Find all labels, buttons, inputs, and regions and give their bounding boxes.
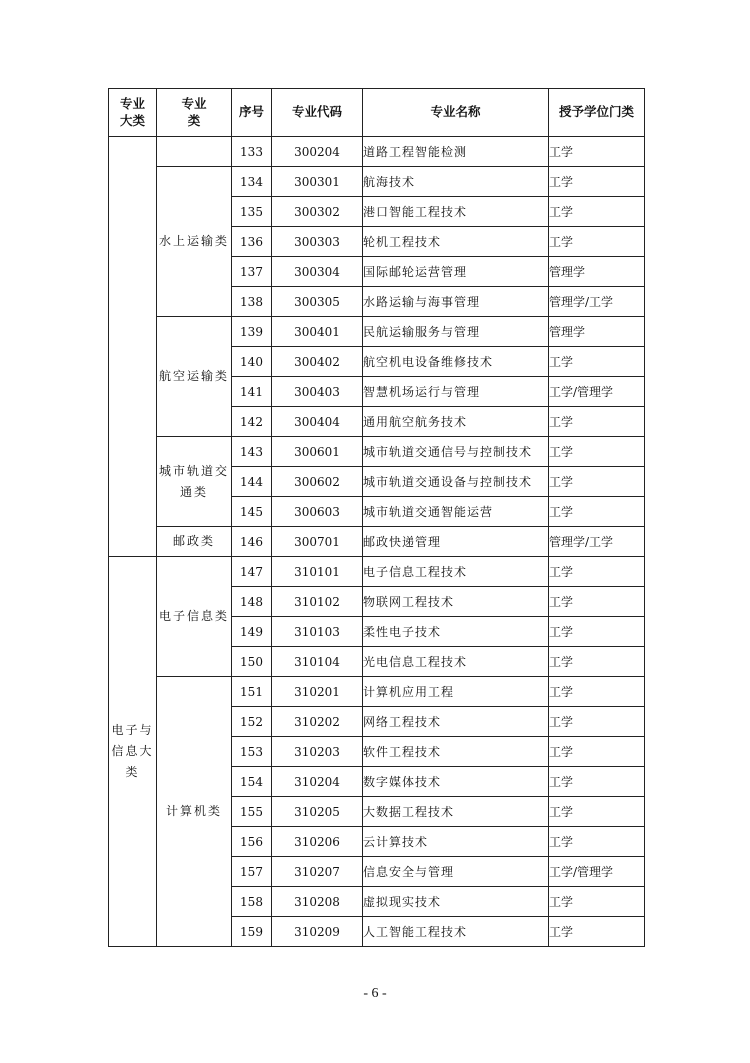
degree-cell: 管理学/工学	[549, 287, 645, 317]
seq-cell: 139	[232, 317, 272, 347]
code-cell: 300305	[272, 287, 363, 317]
code-cell: 310203	[272, 737, 363, 767]
seq-cell: 156	[232, 827, 272, 857]
code-cell: 300603	[272, 497, 363, 527]
code-cell: 310103	[272, 617, 363, 647]
code-cell: 310204	[272, 767, 363, 797]
seq-cell: 137	[232, 257, 272, 287]
code-cell: 300602	[272, 467, 363, 497]
seq-cell: 148	[232, 587, 272, 617]
name-cell: 光电信息工程技术	[363, 647, 549, 677]
seq-cell: 133	[232, 137, 272, 167]
seq-cell: 138	[232, 287, 272, 317]
name-cell: 城市轨道交通设备与控制技术	[363, 467, 549, 497]
seq-cell: 150	[232, 647, 272, 677]
degree-cell: 工学	[549, 617, 645, 647]
seq-cell: 144	[232, 467, 272, 497]
seq-cell: 154	[232, 767, 272, 797]
name-cell: 计算机应用工程	[363, 677, 549, 707]
seq-cell: 141	[232, 377, 272, 407]
name-cell: 数字媒体技术	[363, 767, 549, 797]
degree-cell: 工学	[549, 497, 645, 527]
seq-cell: 151	[232, 677, 272, 707]
code-cell: 300402	[272, 347, 363, 377]
category-cell: 航空运输类	[157, 317, 232, 437]
degree-cell: 工学/管理学	[549, 377, 645, 407]
name-cell: 城市轨道交通智能运营	[363, 497, 549, 527]
name-cell: 柔性电子技术	[363, 617, 549, 647]
seq-cell: 134	[232, 167, 272, 197]
code-cell: 310209	[272, 917, 363, 947]
code-cell: 310101	[272, 557, 363, 587]
degree-cell: 工学	[549, 197, 645, 227]
table-row	[109, 167, 645, 197]
degree-cell: 工学	[549, 917, 645, 947]
name-cell: 信息安全与管理	[363, 857, 549, 887]
table-body	[109, 137, 645, 947]
header-degree: 授予学位门类	[549, 89, 645, 137]
seq-cell: 152	[232, 707, 272, 737]
degree-cell: 工学	[549, 137, 645, 167]
code-cell: 300204	[272, 137, 363, 167]
code-cell: 310102	[272, 587, 363, 617]
name-cell: 虚拟现实技术	[363, 887, 549, 917]
category-cell: 城市轨道交 通类	[157, 437, 232, 527]
category-cell: 邮政类	[157, 527, 232, 557]
header-row	[109, 89, 645, 137]
code-cell: 310208	[272, 887, 363, 917]
name-cell: 邮政快递管理	[363, 527, 549, 557]
code-cell: 300302	[272, 197, 363, 227]
code-cell: 310202	[272, 707, 363, 737]
degree-cell: 工学	[549, 227, 645, 257]
name-cell: 水路运输与海事管理	[363, 287, 549, 317]
code-cell: 310205	[272, 797, 363, 827]
name-cell: 航空机电设备维修技术	[363, 347, 549, 377]
name-cell: 道路工程智能检测	[363, 137, 549, 167]
name-cell: 大数据工程技术	[363, 797, 549, 827]
code-cell: 300403	[272, 377, 363, 407]
category-cell: 水上运输类	[157, 167, 232, 317]
name-cell: 城市轨道交通信号与控制技术	[363, 437, 549, 467]
code-cell: 300701	[272, 527, 363, 557]
header-major-category: 专业 大类	[109, 89, 157, 137]
degree-cell: 工学	[549, 797, 645, 827]
table-row	[109, 527, 645, 557]
major-category-cell	[109, 137, 157, 557]
category-cell: 计算机类	[157, 677, 232, 947]
name-cell: 物联网工程技术	[363, 587, 549, 617]
code-cell: 310206	[272, 827, 363, 857]
name-cell: 通用航空航务技术	[363, 407, 549, 437]
header-code: 专业代码	[272, 89, 363, 137]
table-row	[109, 437, 645, 467]
name-cell: 电子信息工程技术	[363, 557, 549, 587]
code-cell: 310201	[272, 677, 363, 707]
header-category: 专业 类	[157, 89, 232, 137]
page-number: - 6 -	[363, 986, 387, 1001]
table-row	[109, 557, 645, 587]
name-cell: 云计算技术	[363, 827, 549, 857]
degree-cell: 工学	[549, 887, 645, 917]
header-seq: 序号	[232, 89, 272, 137]
degree-cell: 工学	[549, 467, 645, 497]
degree-cell: 管理学/工学	[549, 527, 645, 557]
header-name: 专业名称	[363, 89, 549, 137]
name-cell: 国际邮轮运营管理	[363, 257, 549, 287]
code-cell: 310104	[272, 647, 363, 677]
table-row	[109, 317, 645, 347]
degree-cell: 工学	[549, 347, 645, 377]
category-cell	[157, 137, 232, 167]
degree-cell: 工学	[549, 647, 645, 677]
degree-cell: 管理学	[549, 317, 645, 347]
majors-table	[108, 88, 645, 947]
name-cell: 网络工程技术	[363, 707, 549, 737]
seq-cell: 145	[232, 497, 272, 527]
major-category-cell: 电子与 信息大 类	[109, 557, 157, 947]
code-cell: 300304	[272, 257, 363, 287]
name-cell: 智慧机场运行与管理	[363, 377, 549, 407]
seq-cell: 136	[232, 227, 272, 257]
category-cell: 电子信息类	[157, 557, 232, 677]
degree-cell: 工学/管理学	[549, 857, 645, 887]
degree-cell: 工学	[549, 437, 645, 467]
code-cell: 300301	[272, 167, 363, 197]
seq-cell: 146	[232, 527, 272, 557]
seq-cell: 149	[232, 617, 272, 647]
degree-cell: 工学	[549, 767, 645, 797]
name-cell: 民航运输服务与管理	[363, 317, 549, 347]
degree-cell: 工学	[549, 167, 645, 197]
code-cell: 300401	[272, 317, 363, 347]
name-cell: 人工智能工程技术	[363, 917, 549, 947]
seq-cell: 142	[232, 407, 272, 437]
seq-cell: 135	[232, 197, 272, 227]
table-row	[109, 137, 645, 167]
seq-cell: 143	[232, 437, 272, 467]
code-cell: 310207	[272, 857, 363, 887]
seq-cell: 158	[232, 887, 272, 917]
degree-cell: 工学	[549, 587, 645, 617]
table-row	[109, 677, 645, 707]
degree-cell: 工学	[549, 827, 645, 857]
degree-cell: 工学	[549, 677, 645, 707]
code-cell: 300303	[272, 227, 363, 257]
seq-cell: 157	[232, 857, 272, 887]
seq-cell: 155	[232, 797, 272, 827]
degree-cell: 工学	[549, 707, 645, 737]
seq-cell: 159	[232, 917, 272, 947]
code-cell: 300601	[272, 437, 363, 467]
name-cell: 软件工程技术	[363, 737, 549, 767]
seq-cell: 147	[232, 557, 272, 587]
degree-cell: 工学	[549, 407, 645, 437]
degree-cell: 工学	[549, 737, 645, 767]
seq-cell: 140	[232, 347, 272, 377]
degree-cell: 管理学	[549, 257, 645, 287]
name-cell: 轮机工程技术	[363, 227, 549, 257]
degree-cell: 工学	[549, 557, 645, 587]
name-cell: 航海技术	[363, 167, 549, 197]
name-cell: 港口智能工程技术	[363, 197, 549, 227]
seq-cell: 153	[232, 737, 272, 767]
code-cell: 300404	[272, 407, 363, 437]
